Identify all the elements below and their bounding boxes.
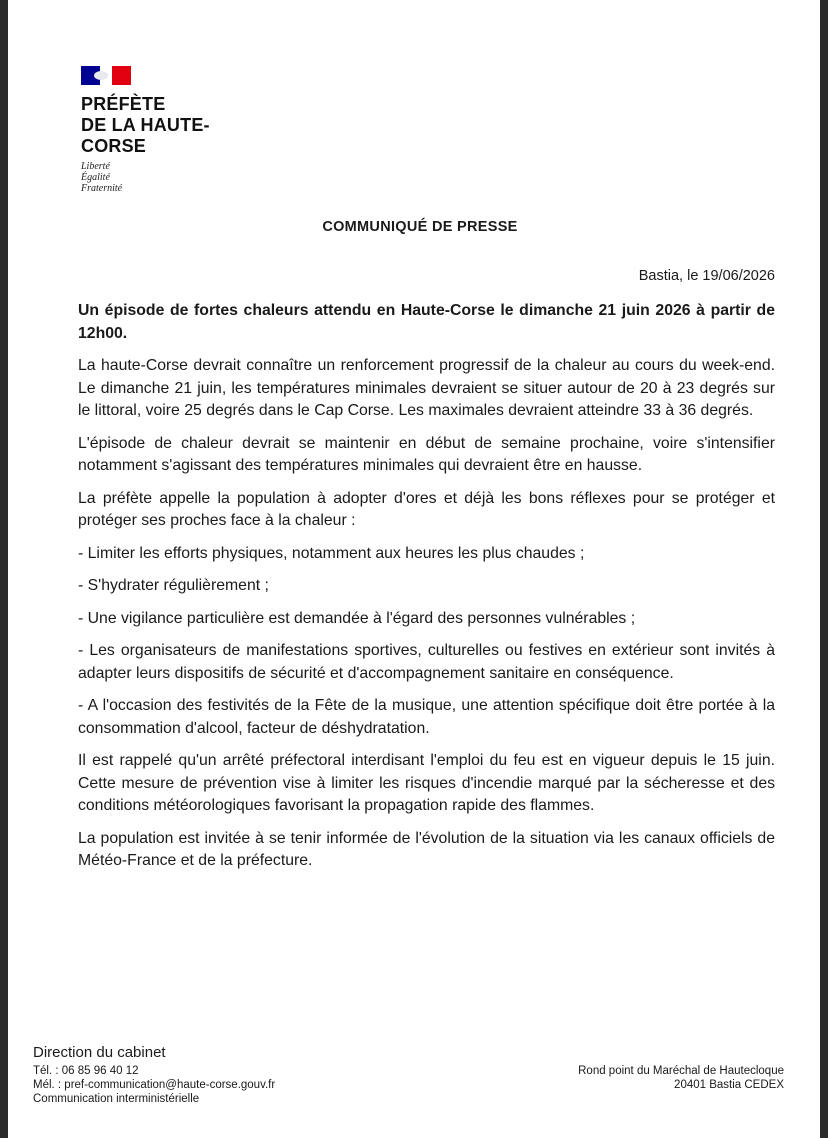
body-paragraph: La préfète appelle la population à adopter d'ores et déjà les bons réflexes pour se protéger et protéger ses proches face à la chaleur : (78, 489, 775, 529)
devise-line: Fraternité (81, 183, 123, 194)
devise-line: Liberté (81, 161, 110, 172)
prefecture-name-line: CORSE (81, 136, 147, 156)
footer-phone: Tél. : 06 85 96 40 12 (33, 1065, 139, 1077)
bullet-item: - S'hydrater régulièrement ; (78, 577, 269, 594)
bullet-item: - A l'occasion des festivités de la Fête de la musique, une attention spécifique doit être portée à la consommation d'alcool, facteur de déshydratation. (78, 697, 775, 737)
document-page (8, 0, 820, 1138)
press-release-body (78, 300, 775, 883)
bullet-item: - Une vigilance particulière est demandée à l'égard des personnes vulnérables ; (78, 609, 636, 627)
footer-direction: Direction du cabinet (33, 1044, 166, 1061)
address-line: 20401 Bastia CEDEX (674, 1079, 784, 1091)
devise-line: Égalité (81, 172, 110, 183)
body-paragraph: L'épisode de chaleur devrait se maintenir en début de semaine prochaine, voire s'intensifier notamment s'agissant des températures minimales qui devraient être en hausse. (78, 434, 775, 474)
document-title: COMMUNIQUÉ DE PRESSE (322, 219, 518, 235)
body-paragraph: La haute-Corse devrait connaître un renforcement progressif de la chaleur au cours du week-end. Le dimanche 21 juin, les températures minimales devraient se situer autour de 20 à 23 degrés sur le littoral, voire 25 degrés dans le Cap Corse. Les maximales devraient atteindre 33 à 36 degrés. (78, 357, 775, 419)
footer-email: Mél. : pref-communication@haute-corse.gouv.fr (33, 1079, 276, 1091)
address-line: Rond point du Maréchal de Hautecloque (578, 1065, 784, 1077)
footer-address (578, 1064, 784, 1092)
lead-paragraph: Un épisode de fortes chaleurs attendu en Haute-Corse le dimanche 21 juin 2026 à partir de 12h00. (78, 302, 775, 342)
marianne-flag-icon (81, 66, 133, 86)
body-paragraph: Il est rappelé qu'un arrêté préfectoral interdisant l'emploi du feu est en vigueur depuis le 15 juin. Cette mesure de prévention vise à limiter les risques d'incendie marqué par la sécheresse et des conditions météorologiques favorisant la propagation rapide des flammes. (78, 752, 775, 814)
footer-contact (33, 1044, 275, 1106)
bullet-item: - Limiter les efforts physiques, notamment aux heures les plus chaudes ; (78, 544, 585, 562)
flag-white-band (100, 66, 112, 85)
body-paragraph: La population est invitée à se tenir informée de l'évolution de la situation via les canaux officiels de Météo-France et de la préfecture. (78, 829, 775, 869)
prefecture-logo (81, 66, 210, 194)
bullet-item: - Les organisateurs de manifestations sportives, culturelles ou festives en extérieur sont invités à adapter leurs dispositifs de sécurité et d'accompagnement sanitaire en conséquence. (78, 642, 775, 682)
flag-red-band (112, 66, 131, 85)
footer-service: Communication interministérielle (33, 1093, 200, 1105)
prefecture-name-line: DE LA HAUTE- (81, 115, 210, 135)
republic-devise (81, 161, 210, 194)
date-line: Bastia, le 19/06/2026 (638, 268, 775, 284)
prefecture-name (81, 94, 210, 157)
prefecture-name-line: PRÉFÈTE (81, 94, 166, 114)
